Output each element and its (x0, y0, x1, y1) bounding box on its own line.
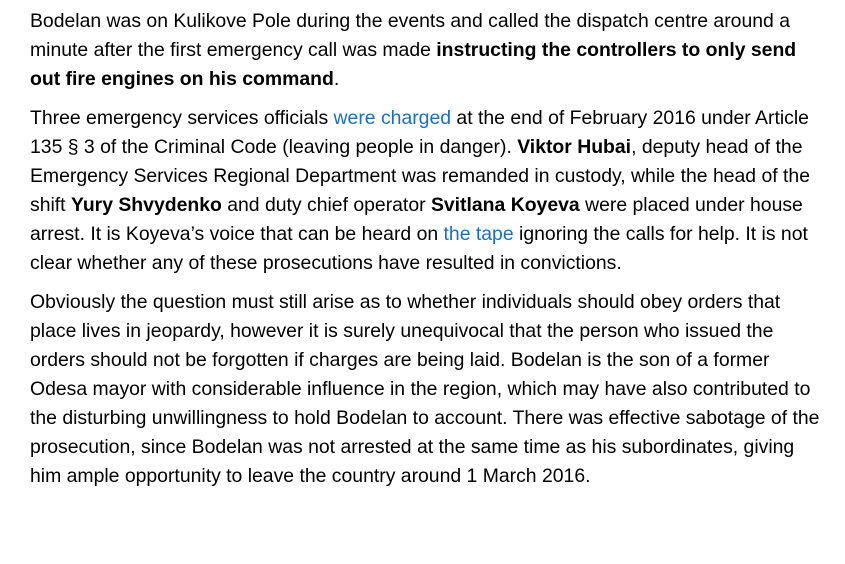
paragraph-text: , deputy head of the Emergency Services Regional Department was remanded in custody, while the head of the shift (30, 136, 810, 216)
bold-name-shvydenko: Yury Shvydenko (70, 194, 222, 216)
paragraph-officials-charged (30, 104, 830, 278)
paragraph-text: were placed under house arrest. It is Koyeva’s voice that can be heard on (30, 194, 803, 245)
paragraph-bodelan-call (30, 7, 830, 94)
bold-name-hubai: Viktor Hubai (517, 136, 632, 158)
paragraph-text: Obviously the question must still arise as to whether individuals should obey orders that place lives in jeopardy, however it is surely unequivocal that the person who issued the orders should not be forgotten if charges are being laid. Bodelan is the son of a former Odesa mayor with considerable influence in the region, which may have also contributed to the disturbing unwillingness to hold Bodelan to account. There was effective sabotage of the prosecution, since Bodelan was not arrested at the same time as his subordinates, giving him ample opportunity to leave the country around 1 March 2016. (30, 291, 820, 487)
bold-name-koyeva: Svitlana Koyeva (430, 194, 580, 216)
paragraph-text: . (333, 68, 340, 90)
paragraph-text: and duty chief operator (221, 194, 431, 216)
paragraph-text: Three emergency services officials (30, 107, 334, 129)
paragraph-orders-question (30, 288, 830, 491)
paragraph-text: ignoring the calls for help. It is not clear whether any of these prosecutions have resulted in convictions. (30, 223, 808, 274)
paragraph-text: Bodelan was on Kulikove Pole during the events and called the dispatch centre around a minute after the first emergency call was made (30, 10, 790, 61)
the-tape-link[interactable]: the tape (443, 223, 514, 245)
paragraph-text: at the end of February 2016 under Article 135 § 3 of the Criminal Code (leaving people in danger). (30, 107, 809, 158)
bold-instruction: instructing the controllers to only send out fire engines on his command (30, 39, 797, 90)
article-body (30, 7, 830, 501)
were-charged-link[interactable]: were charged (333, 107, 452, 129)
